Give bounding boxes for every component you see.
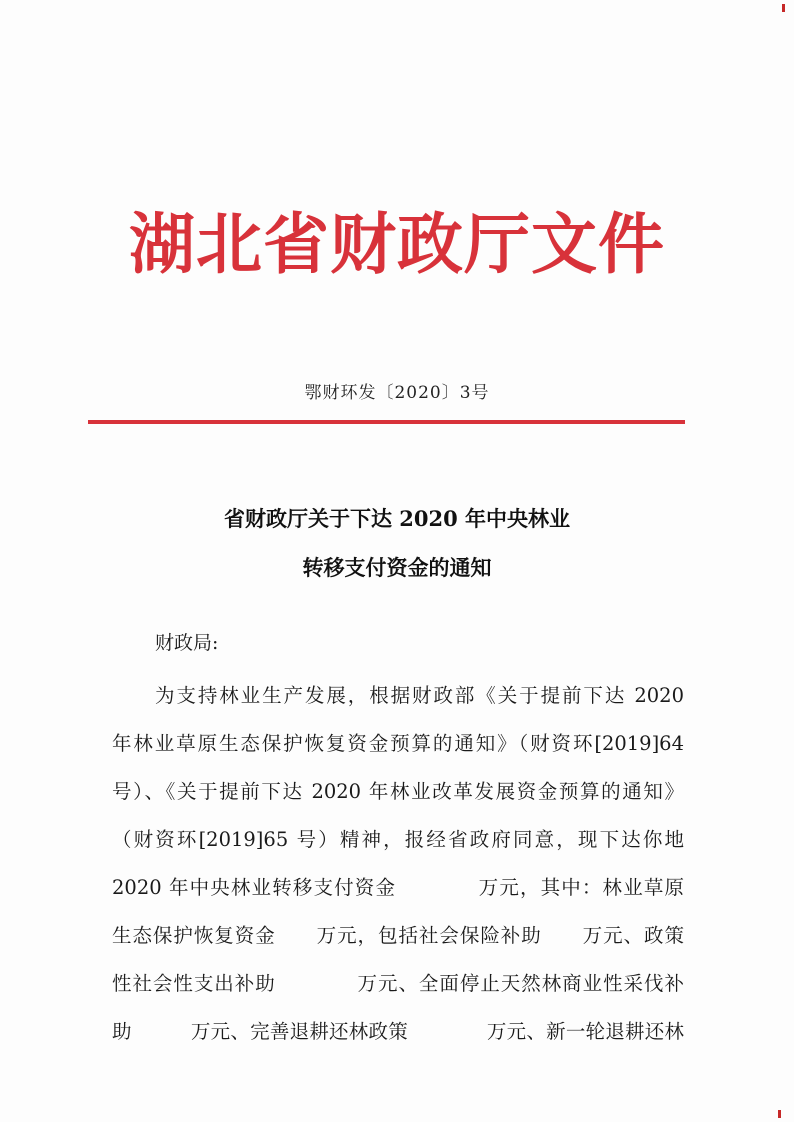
body-line: 2020 年中央林业转移支付资金 万元，其中：林业草原	[112, 876, 684, 899]
issuing-authority-title: 湖北省财政厅文件	[129, 206, 665, 283]
red-divider-line	[88, 420, 685, 424]
body-line: （财资环[2019]65 号）精神，报经省政府同意，现下达你地	[112, 828, 684, 851]
document-number: 鄂财环发〔2020〕3号	[304, 383, 490, 403]
scan-edge-mark	[782, 4, 785, 12]
body-line: 生态保护恢复资金 万元，包括社会保险补助 万元、政策	[112, 924, 684, 947]
notice-title-line-2: 转移支付资金的通知	[302, 555, 492, 580]
notice-title-line-1: 省财政厅关于下达 2020 年中央林业	[223, 506, 571, 531]
body-line: 为支持林业生产发展，根据财政部《关于提前下达 2020	[155, 684, 684, 707]
body-line: 年林业草原生态保护恢复资金预算的通知》（财资环[2019]64	[112, 732, 684, 755]
body-line: 号）、《关于提前下达 2020 年林业改革发展资金预算的通知》	[112, 780, 684, 803]
scan-edge-mark	[778, 1110, 781, 1118]
salutation: 财政局:	[155, 632, 219, 654]
body-line: 性社会性支出补助 万元、全面停止天然林商业性采伐补	[112, 972, 684, 995]
body-line: 助 万元、完善退耕还林政策 万元、新一轮退耕还林	[112, 1020, 684, 1043]
